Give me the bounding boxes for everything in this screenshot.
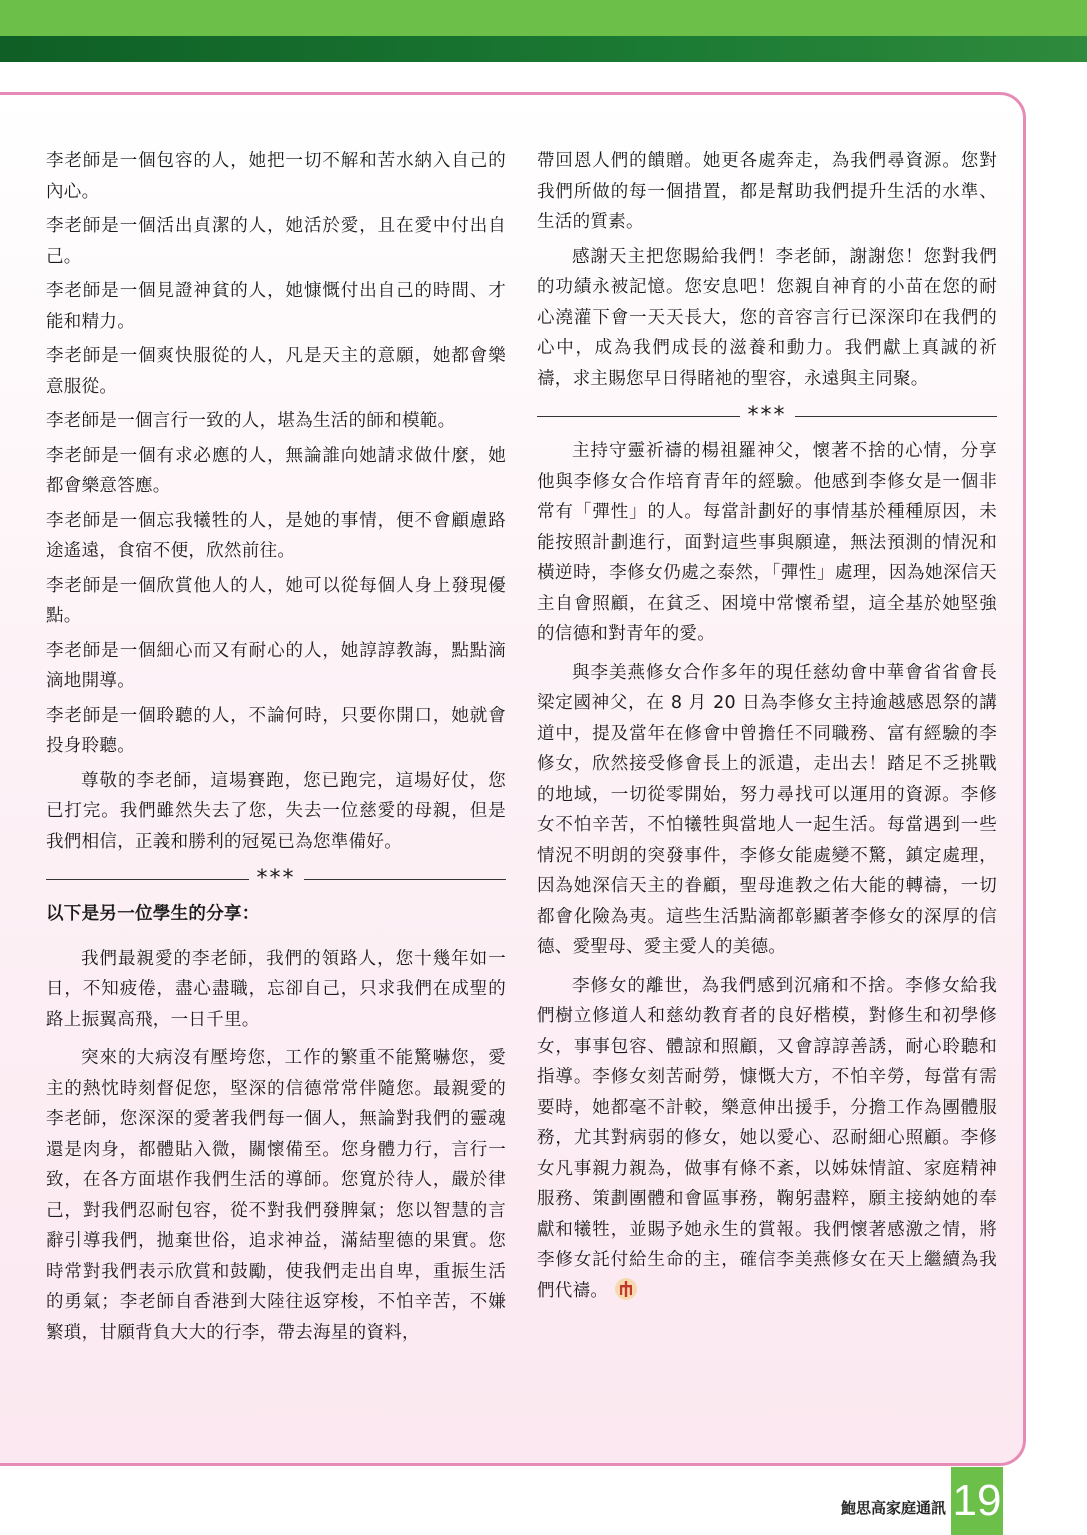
closing-paragraph: 尊敬的李老師，這場賽跑，您已跑完，這場好仗，您已打完。我們雖然失去了您，失去一位慈愛的母親，但是我們相信，正義和勝利的冠冕已為您準備好。	[46, 770, 506, 852]
divider-line	[46, 879, 249, 880]
article-paragraph	[537, 971, 997, 1307]
section-heading: 以下是另一位學生的分享：	[46, 904, 260, 924]
share-paragraph: 我們最親愛的李老師，我們的領路人，您十幾年如一日，不知疲倦，盡心盡職，忘卻自己，只求我們在成聖的路上振翼高飛，一日千里。	[46, 948, 506, 1030]
right-column	[537, 146, 997, 1314]
section-divider	[537, 402, 997, 430]
article-paragraph-text: 李修女的離世，為我們感到沉痛和不捨。李修女給我們樹立修道人和慈幼教育者的良好楷模，對修生和初學修女，事事包容、體諒和照顧，又會諄諄善誘，耐心聆聽和指導。李修女刻苦耐勞，慷慨大方，不怕辛勞，每當有需要時，她都毫不計較，樂意伸出援手，分擔工作為團體服務，尤其對病弱的修女，她以愛心、忍耐細心照顧。李修女凡事親力親為，做事有條不紊，以姊妹情誼、家庭精神服務、策劃團體和會區事務，鞠躬盡粹，願主接納她的奉獻和犧牲，並賜予她永生的賞報。我們懷著感激之情，將李修女託付給生命的主，確信李美燕修女在天上繼續為我們代禱。	[537, 975, 997, 1301]
statement-paragraph: 李老師是一個聆聽的人，不論何時，只要你開口，她就會投身聆聽。	[46, 705, 506, 756]
section-divider	[46, 865, 506, 893]
continuation-paragraph: 帶回恩人們的饋贈。她更各處奔走，為我們尋資源。您對我們所做的每一個措置，都是幫助我們提升生活的水準、生活的質素。	[537, 151, 997, 232]
statement-paragraph: 李老師是一個言行一致的人，堪為生活的師和模範。	[46, 411, 456, 431]
divider-line	[537, 416, 740, 417]
statement-paragraph: 李老師是一個忘我犧牲的人，是她的事情，便不會顧慮路途遙遠，食宿不便，欣然前往。	[46, 510, 506, 561]
page-number: 19	[951, 1467, 1003, 1535]
salesian-logo-icon	[614, 1277, 638, 1301]
statement-paragraph: 李老師是一個有求必應的人，無論誰向她請求做什麼，她都會樂意答應。	[46, 445, 506, 496]
article-paragraph: 主持守靈祈禱的楊祖羅神父，懷著不捨的心情，分享他與李修女合作培育青年的經驗。他感到李修女是一個非常有「彈性」的人。每當計劃好的事情基於種種原因，未能按照計劃進行，面對這些事與願違，無法預測的情況和橫逆時，李修女仍處之泰然，「彈性」處理，因為她深信天主自會照顧，在貧乏、困境中常懷希望，這全基於她堅強的信德和對青年的愛。	[537, 441, 997, 644]
statement-paragraph: 李老師是一個包容的人，她把一切不解和苦水納入自己的內心。	[46, 151, 506, 202]
header-band-dark	[0, 36, 1087, 62]
publication-title: 鮑思高家庭通訊	[841, 1499, 947, 1517]
header-band-light	[0, 0, 1087, 38]
share-paragraph: 突來的大病沒有壓垮您，工作的繁重不能驚嚇您，愛主的熱忱時刻督促您，堅深的信德常常伴隨您。最親愛的李老師，您深深的愛著我們每一個人，無論對我們的靈魂還是肉身，都體貼入微，關懷備至。您身體力行，言行一致，在各方面堪作我們生活的導師。您寬於待人，嚴於律己，對我們忍耐包容，從不對我們發脾氣；您以智慧的言辭引導我們，拋棄世俗，追求神益，滿結聖德的果實。您時常對我們表示欣賞和鼓勵，使我們走出自卑，重振生活的勇氣；李老師自香港到大陸往返穿梭，不怕辛苦，不嫌繁瑣，甘願背負大大的行李，帶去海星的資料，	[46, 1048, 506, 1343]
divider-line	[795, 416, 998, 417]
divider-stars: ***	[747, 403, 787, 428]
statement-paragraph: 李老師是一個細心而又有耐心的人，她諄諄教誨，點點滴滴地開導。	[46, 640, 506, 691]
thanks-paragraph: 感謝天主把您賜給我們！李老師，謝謝您！您對我們的功績永被記憶。您安息吧！您親自神育的小苗在您的耐心澆灌下會一天天長大，您的音容言行已深深印在我們的心中，成為我們成長的滋養和動力。我們獻上真誠的祈禱，求主賜您早日得睹祂的聖容，永遠與主同聚。	[537, 246, 997, 389]
divider-stars: ***	[256, 866, 296, 891]
statement-paragraph: 李老師是一個活出貞潔的人，她活於愛，且在愛中付出自己。	[46, 216, 506, 267]
statement-paragraph: 李老師是一個爽快服從的人，凡是天主的意願，她都會樂意服從。	[46, 346, 506, 397]
article-paragraph: 與李美燕修女合作多年的現任慈幼會中華會省省會長梁定國神父，在 8 月 20 日為李修女主持逾越感恩祭的講道中，提及當年在修會中曾擔任不同職務、富有經驗的李修女，欣然接受修會長上的派遣，走出去！踏足不乏挑戰的地域，一切從零開始，努力尋找可以運用的資源。李修女不怕辛苦，不怕犧牲與當地人一起生活。每當遇到一些情況不明朗的突發事件，李修女能處變不驚，鎮定處理，因為她深信天主的眷顧，聖母進教之佑大能的轉禱，一切都會化險為夷。這些生活點滴都彰顯著李修女的深厚的信德、愛聖母、愛主愛人的美德。	[537, 662, 997, 957]
statement-paragraph: 李老師是一個見證神貧的人，她慷慨付出自己的時間、才能和精力。	[46, 281, 506, 332]
divider-line	[304, 879, 507, 880]
statement-paragraph: 李老師是一個欣賞他人的人，她可以從每個人身上發現優點。	[46, 575, 506, 626]
left-column	[46, 146, 506, 1356]
